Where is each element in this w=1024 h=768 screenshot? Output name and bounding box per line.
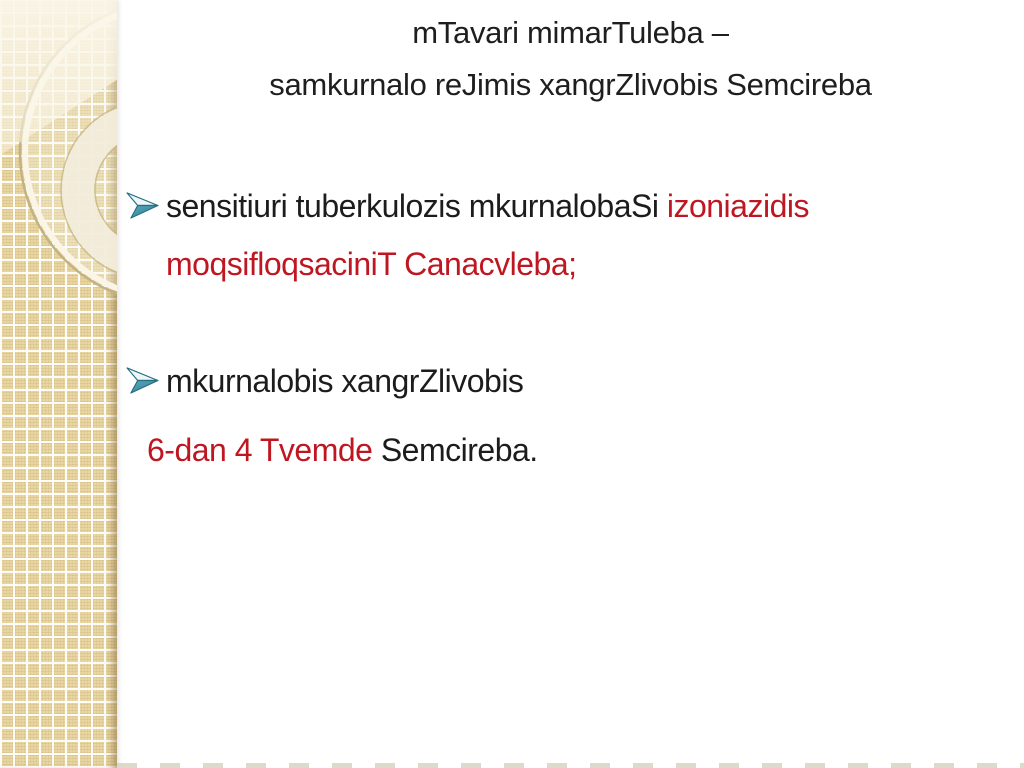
arrow-bullet-icon: [126, 192, 159, 219]
bullet2-line2-red: 6-dan 4 Tvemde: [147, 432, 381, 468]
title-line-1: mTavari mimarTuleba –: [412, 15, 729, 50]
bullet1-line2-red: moqsifloqsaciniT Canacvleba;: [166, 246, 577, 282]
bullet-item-1: [126, 188, 809, 224]
title-line-2: samkurnalo reJimis xangrZlivobis Semcireba: [269, 67, 872, 102]
bullet-item-2-continued: [147, 432, 538, 468]
bullet2-text-dark: mkurnalobis xangrZlivobis: [166, 363, 524, 399]
sidebar-texture: [0, 0, 117, 768]
bullet-item-2: [126, 363, 523, 399]
bullet1-text-dark: sensitiuri tuberkulozis mkurnalobaSi: [166, 188, 667, 224]
bullet-item-1-continued: [166, 246, 577, 282]
arrow-bullet-icon: [126, 367, 159, 394]
circle-decoration: [0, 0, 117, 768]
bullet1-text-red: izoniazidis: [666, 188, 809, 224]
bottom-dashed-border: [117, 763, 1024, 768]
slide-title: [117, 7, 1024, 111]
bullet2-line2-dark: Semcireba.: [380, 432, 538, 468]
